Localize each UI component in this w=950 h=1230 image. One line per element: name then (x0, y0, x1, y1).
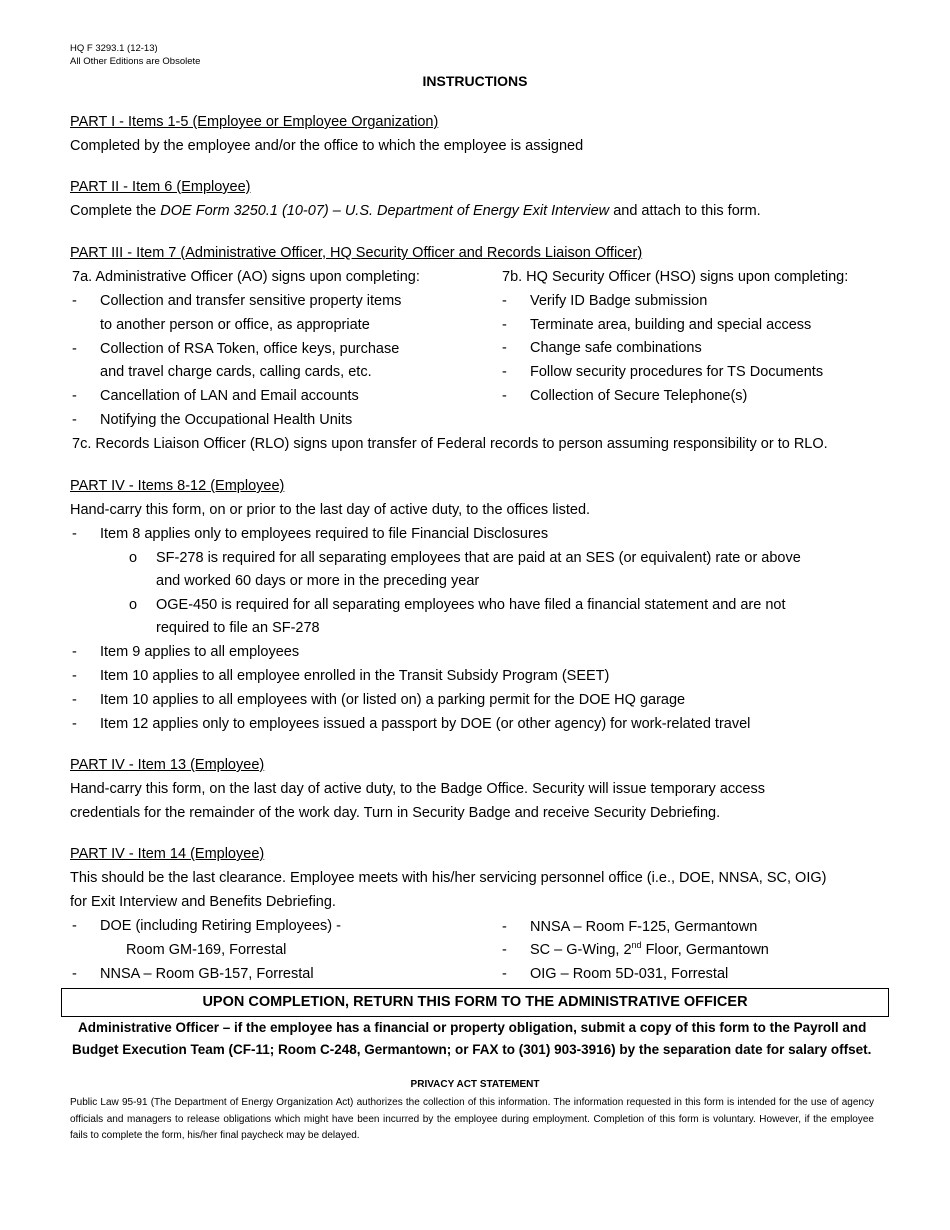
form-header (70, 42, 200, 68)
doe-office-room: Room GM-169, Forrestal (126, 942, 287, 958)
sc-office (530, 940, 769, 960)
hso-item: Terminate area, building and special access (530, 317, 812, 333)
part4c-line2: for Exit Interview and Benefits Debriefing. (70, 894, 336, 910)
part2-form-title: DOE Form 3250.1 (10-07) – U.S. Department of Energy Exit Interview (160, 203, 610, 219)
oge450-text-continued: required to file an SF-278 (156, 620, 320, 636)
bullet-dash: - (72, 412, 77, 428)
bullet-dash: - (502, 317, 507, 333)
item-7b-title: 7b. HQ Security Officer (HSO) signs upon completing: (502, 269, 849, 285)
doe-office: DOE (including Retiring Employees) - (100, 918, 341, 934)
hso-item: Follow security procedures for TS Documents (530, 364, 824, 380)
ao-item-continued: to another person or office, as appropriate (100, 317, 370, 333)
oge450-text: OGE-450 is required for all separating employees who have filed a financial statement and are not (156, 597, 786, 613)
part4a-text: Hand-carry this form, on or prior to the last day of active duty, to the offices listed. (70, 502, 591, 518)
bullet-dash: - (72, 716, 77, 732)
part4b-line1: Hand-carry this form, on the last day of active duty, to the Badge Office. Security will issue temporary access (70, 781, 765, 797)
form-number: HQ F 3293.1 (12-13) (70, 43, 158, 54)
bullet-dash: - (72, 526, 77, 542)
part4b-heading: PART IV - Item 13 (Employee) (70, 757, 265, 773)
part2-text-after: and attach to this form. (609, 203, 761, 219)
ao-item: Collection of RSA Token, office keys, purchase (100, 341, 400, 357)
privacy-body: Public Law 95-91 (The Department of Energy Organization Act) authorizes the collection of this information. The information requested in this form is intended for the use of agency officials and managers to release obligations which might have been incurred by the employee during employment. Completion of this form is voluntary. However, if the employee fails to complete the form, his/her final paycheck may be delayed. (70, 1097, 874, 1141)
bullet-dash: - (502, 388, 507, 404)
bullet-dash: - (72, 966, 77, 982)
bullet-dash: - (72, 918, 77, 934)
bullet-dash: - (502, 293, 507, 309)
part4c-line1: This should be the last clearance. Employee meets with his/her servicing personnel office (i.e., DOE, NNSA, SC, OIG) (70, 870, 827, 886)
bullet-circle: o (129, 550, 138, 566)
sf278-text: SF-278 is required for all separating employees that are paid at an SES (or equivalent) rate or above (156, 550, 801, 566)
item9-text: Item 9 applies to all employees (100, 644, 300, 660)
part3-heading: PART III - Item 7 (Administrative Officer, HQ Security Officer and Records Liaison Officer) (70, 245, 643, 261)
part4c-heading: PART IV - Item 14 (Employee) (70, 846, 265, 862)
ao-notice-line2: Budget Execution Team (CF-11; Room C-248, Germantown; or FAX to (301) 903-3916) by the separation date for salary offset. (72, 1042, 872, 1057)
part4a-heading: PART IV - Items 8-12 (Employee) (70, 478, 285, 494)
part2-heading: PART II - Item 6 (Employee) (70, 179, 251, 195)
completion-box: UPON COMPLETION, RETURN THIS FORM TO THE ADMINISTRATIVE OFFICER (61, 988, 889, 1017)
sc-office-sup: nd (631, 940, 642, 951)
item-7a-title: 7a. Administrative Officer (AO) signs upon completing: (72, 269, 420, 285)
part1-heading: PART I - Items 1-5 (Employee or Employee Organization) (70, 114, 439, 130)
bullet-dash: - (72, 341, 77, 357)
bullet-dash: - (72, 668, 77, 684)
part2-text-before: Complete the (70, 203, 161, 219)
item10-parking-text: Item 10 applies to all employees with (or listed on) a parking permit for the DOE HQ garage (100, 692, 686, 708)
nnsa-forrestal-office: NNSA – Room GB-157, Forrestal (100, 966, 314, 982)
sc-office-text: SC – G-Wing, 2 (530, 942, 632, 958)
bullet-dash: - (502, 942, 507, 958)
part4b-line2: credentials for the remainder of the work day. Turn in Security Badge and receive Security Debriefing. (70, 805, 721, 821)
editions-notice: All Other Editions are Obsolete (70, 56, 201, 67)
hso-item: Change safe combinations (530, 340, 702, 356)
ao-item: Collection and transfer sensitive property items (100, 293, 402, 309)
bullet-dash: - (502, 340, 507, 356)
ao-item: Cancellation of LAN and Email accounts (100, 388, 359, 404)
ao-notice-line1: Administrative Officer – if the employee has a financial or property obligation, submit a copy of this form to the Payroll and (78, 1020, 867, 1035)
bullet-circle: o (129, 597, 138, 613)
item-7c: 7c. Records Liaison Officer (RLO) signs upon transfer of Federal records to person assuming responsibility or to RLO. (72, 436, 828, 452)
sc-office-text-after: Floor, Germantown (641, 942, 769, 958)
page-title: INSTRUCTIONS (422, 73, 528, 89)
bullet-dash: - (72, 644, 77, 660)
ao-item-continued: and travel charge cards, calling cards, etc. (100, 364, 372, 380)
part2-text (70, 201, 761, 221)
bullet-dash: - (502, 966, 507, 982)
part1-text: Completed by the employee and/or the office to which the employee is assigned (70, 138, 584, 154)
privacy-title: PRIVACY ACT STATEMENT (410, 1079, 540, 1090)
bullet-dash: - (72, 692, 77, 708)
sf278-text-continued: and worked 60 days or more in the preceding year (156, 573, 480, 589)
bullet-dash: - (502, 364, 507, 380)
hso-item: Verify ID Badge submission (530, 293, 708, 309)
item10-transit-text: Item 10 applies to all employee enrolled in the Transit Subsidy Program (SEET) (100, 668, 610, 684)
ao-item: Notifying the Occupational Health Units (100, 412, 353, 428)
bullet-dash: - (72, 388, 77, 404)
hso-item: Collection of Secure Telephone(s) (530, 388, 748, 404)
item12-text: Item 12 applies only to employees issued a passport by DOE (or other agency) for work-related travel (100, 716, 751, 732)
bullet-dash: - (502, 919, 507, 935)
oig-office: OIG – Room 5D-031, Forrestal (530, 966, 729, 982)
bullet-dash: - (72, 293, 77, 309)
item8-text: Item 8 applies only to employees required to file Financial Disclosures (100, 526, 549, 542)
nnsa-germantown-office: NNSA – Room F-125, Germantown (530, 919, 758, 935)
